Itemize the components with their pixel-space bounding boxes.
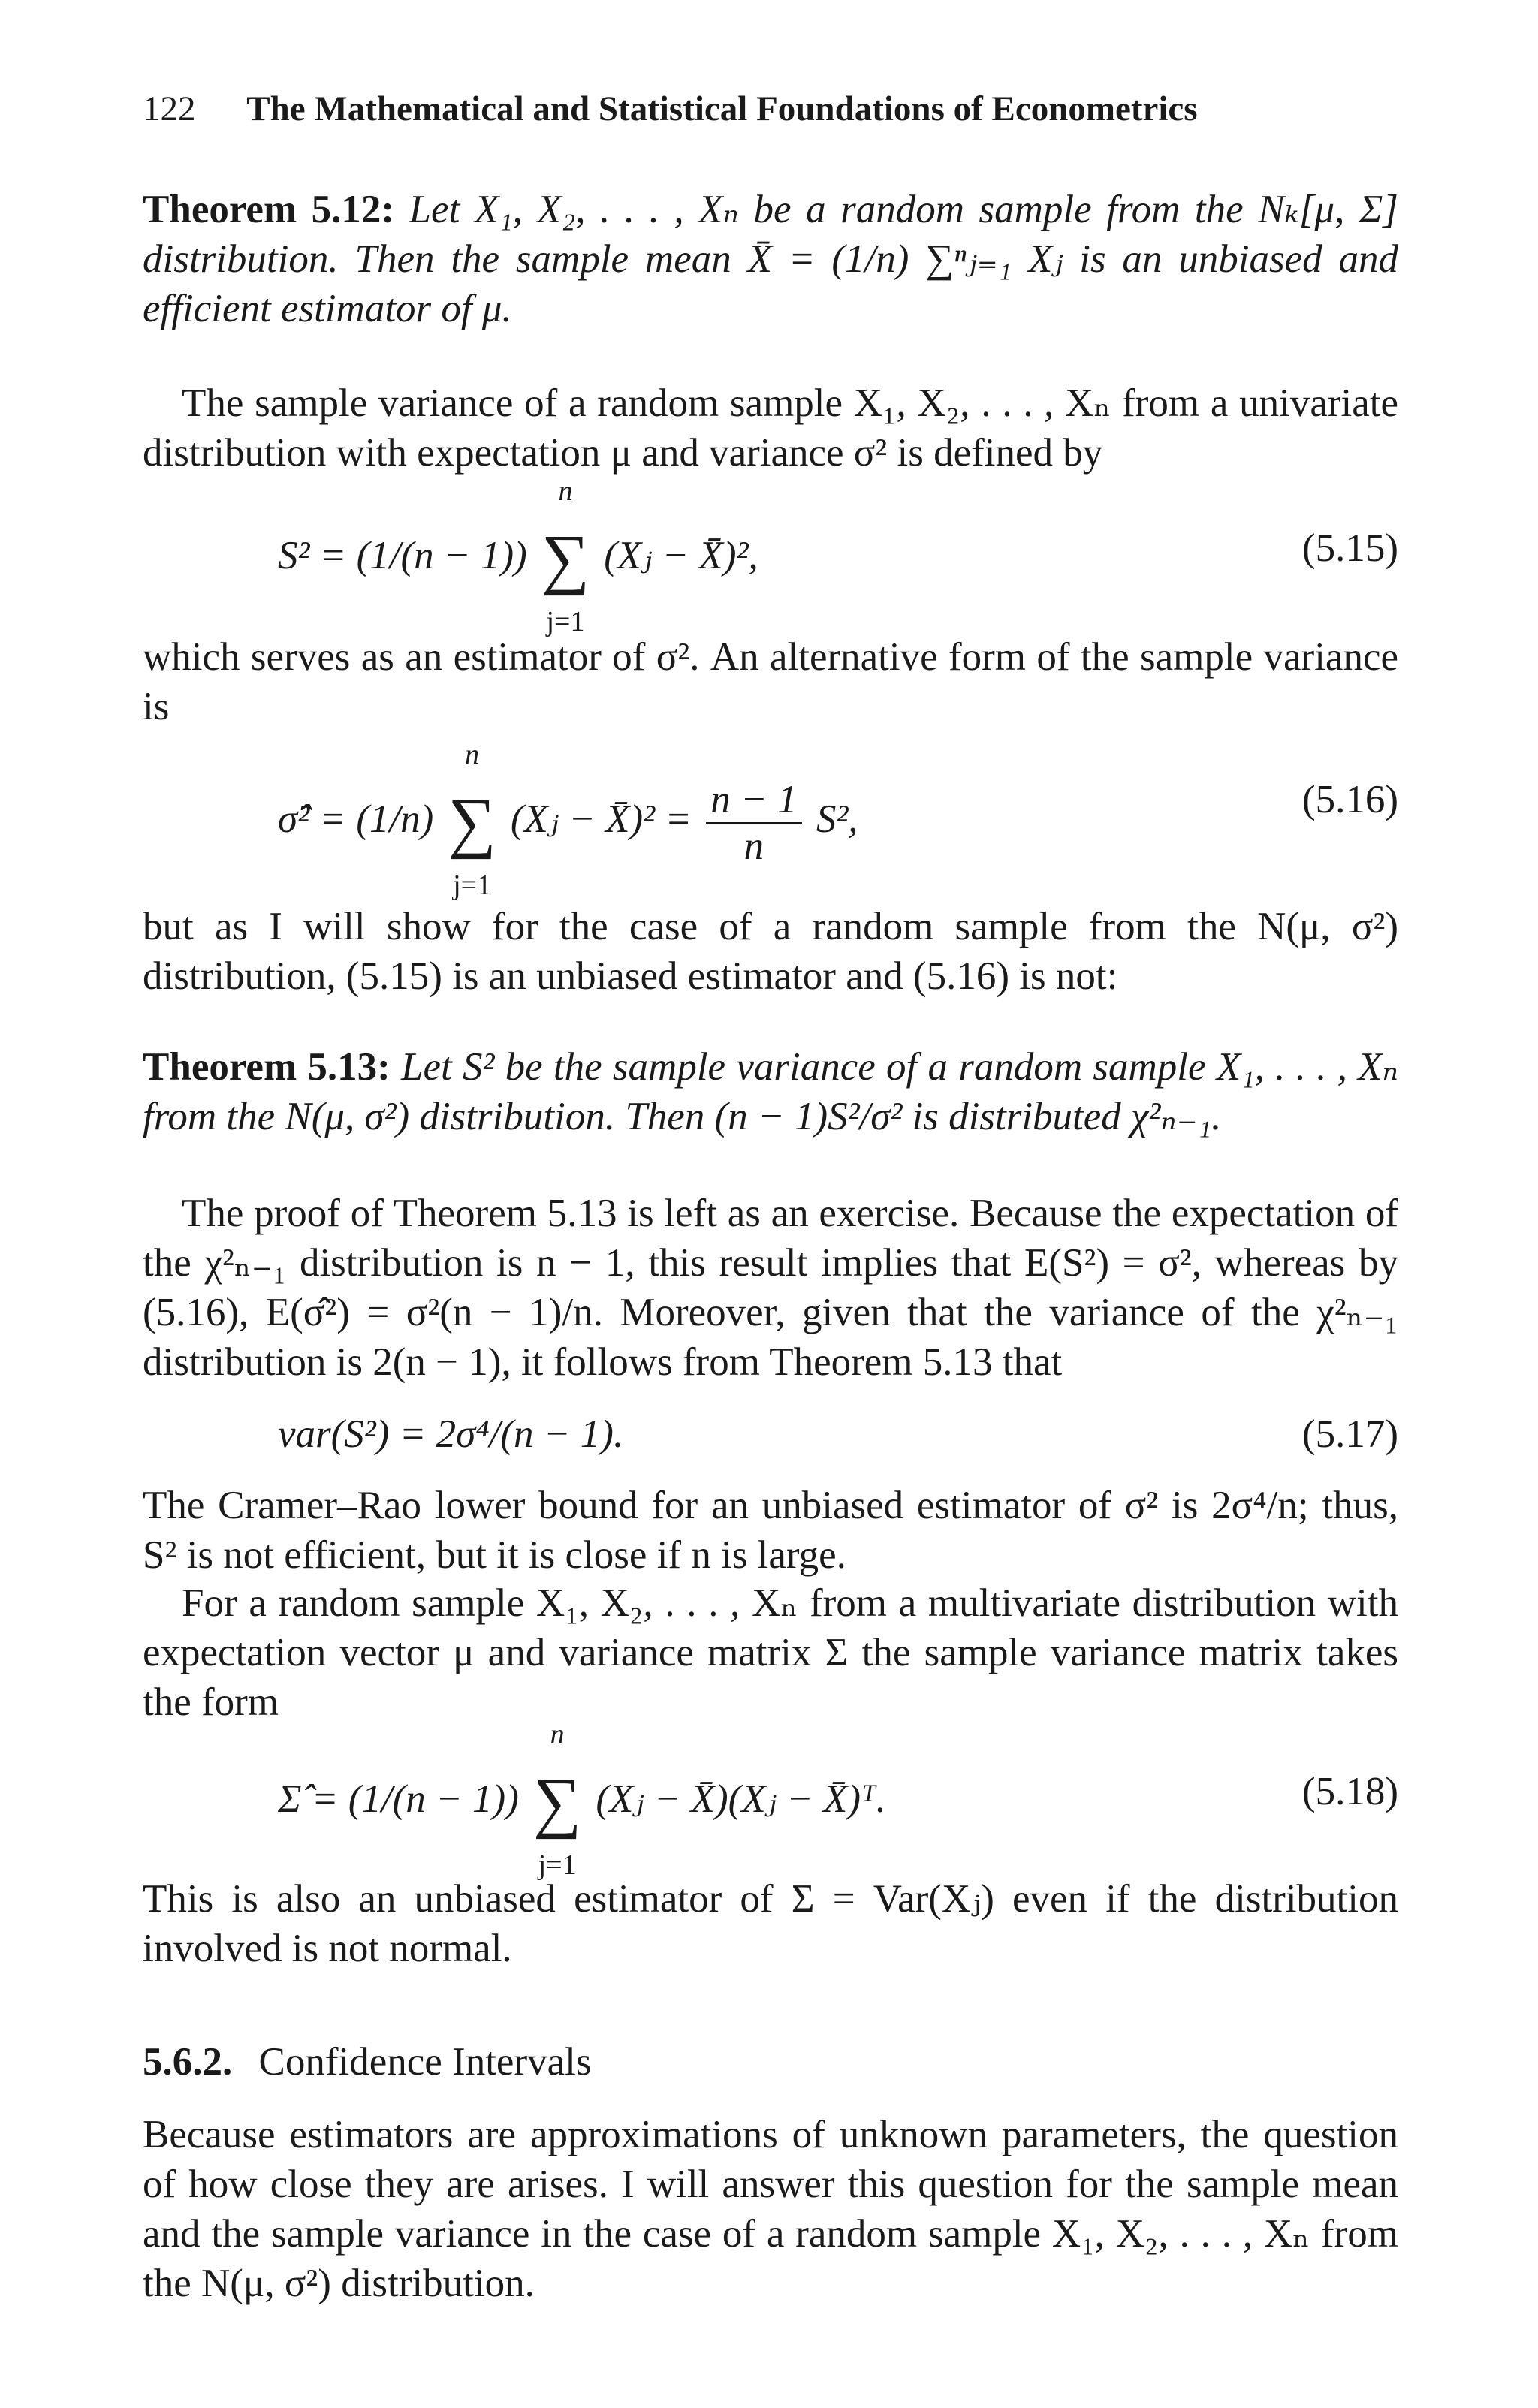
- section-heading: [143, 2039, 591, 2084]
- theorem-5-13: [143, 1042, 1398, 1141]
- section-number: 5.6.2.: [143, 2040, 233, 2084]
- theorem-label: Theorem 5.12:: [143, 188, 395, 231]
- paragraph-sample-variance: The sample variance of a random sample X₁, X₂, . . . , Xₙ from a univariate distribution with expectation μ and variance σ² is defined by: [143, 381, 1398, 475]
- paragraph-unbiased: This is also an unbiased estimator of Σ = Var(Xⱼ) even if the distribution involved is not normal.: [143, 1877, 1398, 1970]
- paragraph-alternative: which serves as an estimator of σ². An alternative form of the sample variance is: [143, 635, 1398, 728]
- theorem-text: Let S² be the sample variance of a random sample X₁, . . . , Xₙ from the N(μ, σ²) distribution. Then (n − 1)S²/σ² is distributed χ²ₙ₋₁.: [143, 1045, 1399, 1138]
- equation-body: σ̂² = (1/n) n ∑ j=1 (Xⱼ − X̄)² = $\frac{n - 1}{n}$ S²,: [278, 739, 858, 901]
- summation-sign: n ∑ j=1: [533, 1719, 582, 1881]
- paragraph-but: but as I will show for the case of a random sample from the N(μ, σ²) distribution, (5.15) is an unbiased estimator and (5.16) is not:: [143, 905, 1398, 998]
- summation-sign: n ∑ j=1: [448, 739, 496, 901]
- theorem-5-12: [143, 185, 1398, 333]
- paragraph-cramer-rao: The Cramer–Rao lower bound for an unbiased estimator of σ² is 2σ⁴/n; thus, S² is not efficient, but it is close if n is large.: [143, 1484, 1398, 1577]
- theorem-label: Theorem 5.13:: [143, 1045, 391, 1089]
- equation-number: (5.15): [1301, 526, 1398, 570]
- paragraph-multivariate: For a random sample X₁, X₂, . . . , Xₙ from a multivariate distribution with expectation vector μ and variance matrix Σ the sample variance matrix takes the form: [143, 1581, 1398, 1724]
- equation-number: (5.16): [1301, 778, 1398, 821]
- fraction: $\frac{n - 1}{n}$: [706, 777, 801, 869]
- equation-body: S² = (1/(n − 1)) n ∑ j=1 (Xⱼ − X̄)²,: [278, 475, 758, 637]
- page-header: [143, 89, 1198, 129]
- equation-number: (5.17): [1301, 1412, 1398, 1456]
- equation-body: Σ̂ = (1/(n − 1)) n ∑ j=1 (Xⱼ − X̄)(Xⱼ − X̄)ᵀ.: [278, 1719, 886, 1881]
- summation-sign: n ∑ j=1: [541, 475, 590, 637]
- equation-number: (5.18): [1301, 1770, 1398, 1813]
- theorem-text: Let X₁, X₂, . . . , Xₙ be a random sample from the Nₖ[μ, Σ] distribution. Then the sample mean X̄ = (1/n) ∑ⁿⱼ₌₁ Xⱼ is an unbiased and efficient estimator of μ.: [143, 188, 1399, 330]
- running-title: The Mathematical and Statistical Foundations of Econometrics: [246, 89, 1198, 128]
- equation-body: var(S²) = 2σ⁴/(n − 1).: [278, 1412, 624, 1456]
- paragraph-confidence-intervals: Because estimators are approximations of unknown parameters, the question of how close they are arises. I will answer this question for the sample mean and the sample variance in the case of a random sample X₁, X₂, . . . , Xₙ from the N(μ, σ²) distribution.: [143, 2113, 1398, 2305]
- section-title: Confidence Intervals: [258, 2040, 592, 2084]
- paragraph-proof: The proof of Theorem 5.13 is left as an exercise. Because the expectation of the χ²ₙ₋₁ distribution is n − 1, this result implies that E(S²) = σ², whereas by (5.16), E(σ̂²) = σ²(n − 1)/n. Moreover, given that the variance of the χ²ₙ₋₁ distribution is 2(n − 1), it follows from Theorem 5.13 that: [143, 1192, 1398, 1384]
- page-number: 122: [143, 89, 196, 128]
